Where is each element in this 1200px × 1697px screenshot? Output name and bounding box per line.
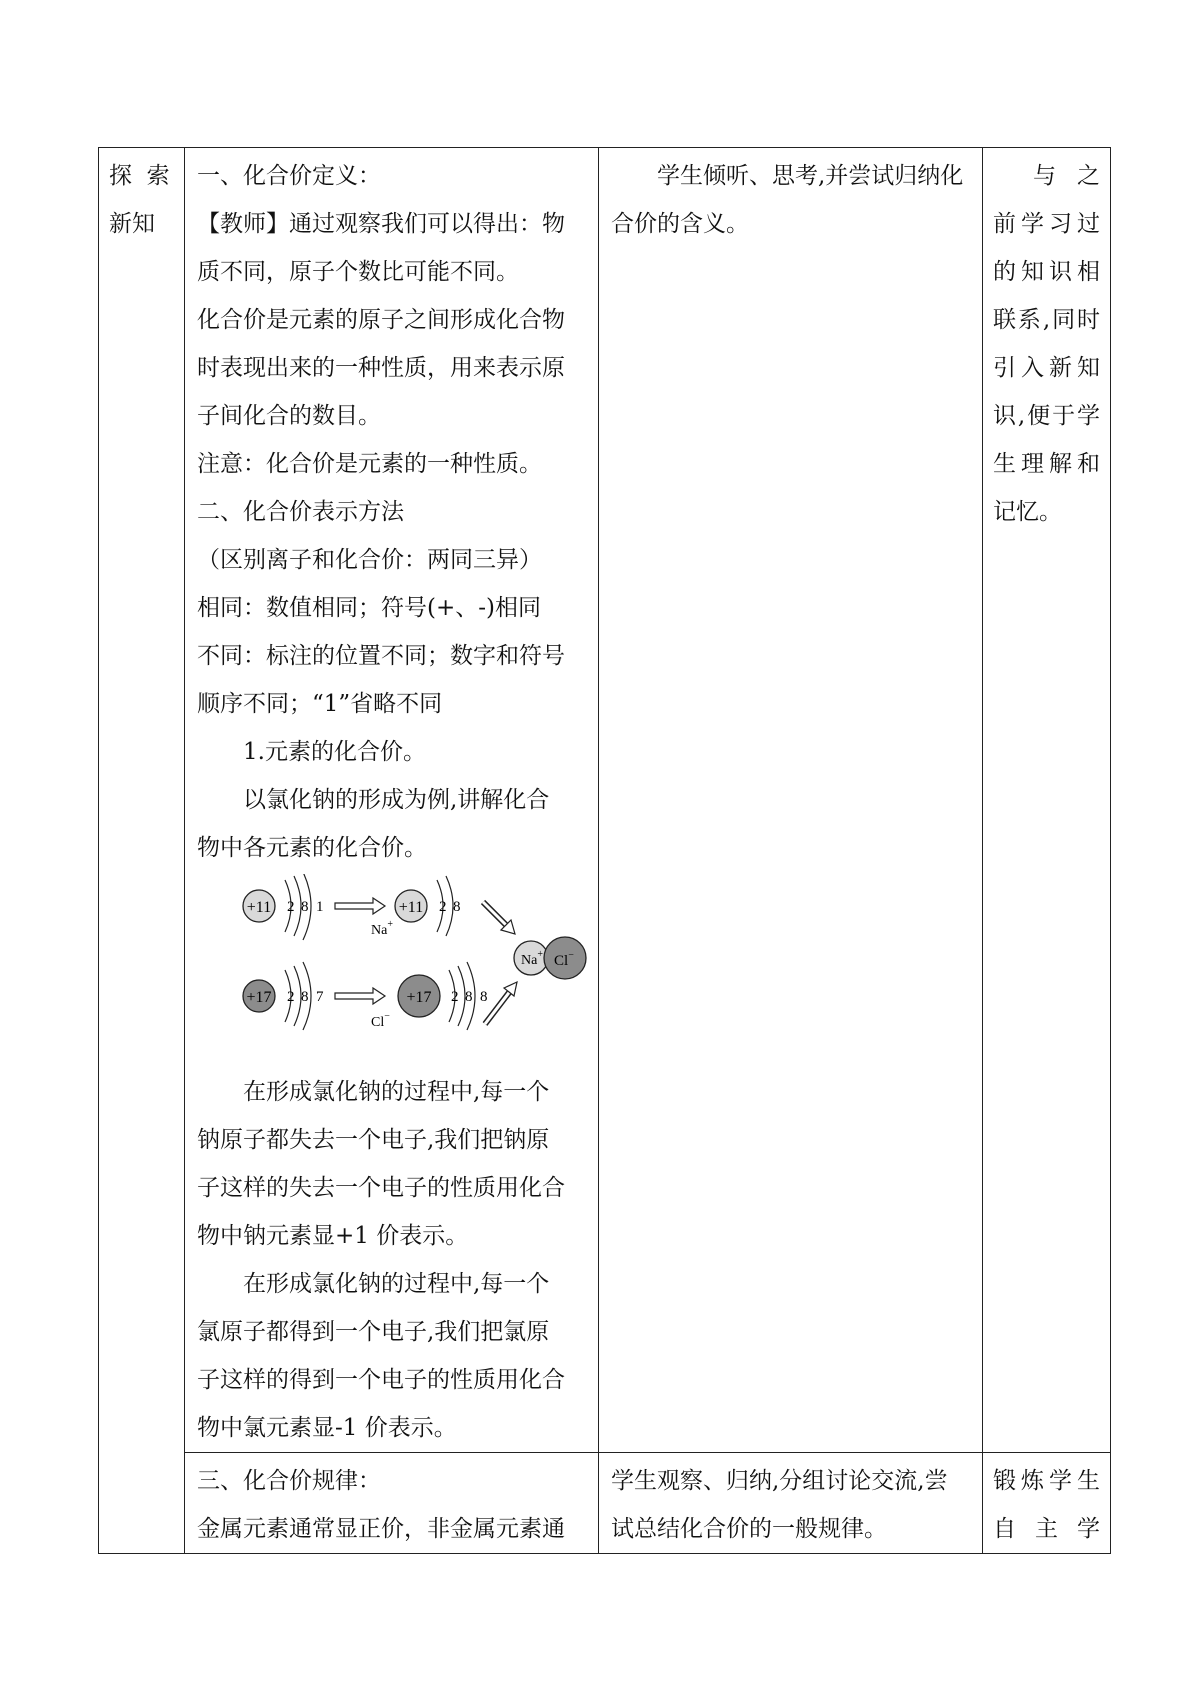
cl-atom-shell-3: 7 (316, 989, 324, 1005)
nacl-formation-diagram (197, 874, 588, 1060)
na-atom-shell-3: 1 (316, 899, 324, 915)
product-na-label: Na+ (521, 949, 543, 968)
na-ion-nucleus-label: +11 (398, 899, 424, 916)
teaching-content-cell (185, 148, 599, 1453)
content-line: 相同：数值相同；符号(+、-)相同 (197, 595, 541, 621)
content-line: 氯原子都得到一个电子,我们把氯原 (197, 1319, 550, 1345)
na-atom-shell-2: 8 (301, 899, 309, 915)
table-row (99, 1453, 1111, 1554)
student-line: 试总结化合价的一般规律。 (611, 1516, 887, 1542)
cl-ion-shell-2: 8 (465, 989, 473, 1005)
design-line: 记忆。 (993, 499, 1062, 525)
student-line: 学生倾听、思考,并尝试归纳化 (657, 163, 964, 189)
cl-atom-nucleus-label: +17 (246, 989, 272, 1006)
table-row (99, 148, 1111, 1453)
content-line: 【教师】通过观察我们可以得出：物 (197, 211, 565, 237)
content-line: 物中氯元素显-1 价表示。 (197, 1415, 457, 1441)
content-line: 顺序不同；“1”省略不同 (197, 691, 443, 717)
na-ion-shell-2: 8 (453, 899, 461, 915)
na-atom-shell-1: 2 (287, 899, 295, 915)
lesson-plan-table (98, 147, 1111, 1554)
student-activity-cell (599, 148, 983, 1453)
student-activity-cell (599, 1453, 983, 1554)
content-line: 子间化合的数目。 (197, 403, 381, 429)
design-line: 引入新知 (993, 355, 1100, 381)
content-line: 化合价是元素的原子之间形成化合物 (197, 307, 565, 333)
cl-transform-arrow (335, 988, 385, 1004)
content-line: 金属元素通常显正价，非金属元素通 (197, 1516, 565, 1542)
content-line: 在形成氯化钠的过程中,每一个 (243, 1079, 550, 1105)
design-line: 生理解和 (993, 451, 1100, 477)
nacl-diagram-svg (197, 874, 589, 1060)
na-atom-nucleus-label: +11 (246, 899, 272, 916)
design-line: 锻炼学生 (993, 1468, 1100, 1494)
na-ion-label: Na+ (371, 919, 393, 938)
design-line: 自主学 (993, 1516, 1100, 1542)
na-transform-arrow (335, 898, 385, 914)
content-line: 注意：化合价是元素的一种性质。 (197, 451, 542, 477)
design-line: 与之 (1033, 163, 1100, 189)
cl-ion-nucleus-label: +17 (406, 989, 432, 1006)
na-ion-shell-1: 2 (439, 899, 447, 915)
product-cl-label: Cl− (554, 950, 574, 969)
content-line: 钠原子都失去一个电子,我们把钠原 (197, 1127, 550, 1153)
content-line: 一、化合价定义： (197, 163, 381, 189)
content-line: 二、化合价表示方法 (197, 499, 404, 525)
cl-ion-shell-1: 2 (451, 989, 459, 1005)
content-line: 物中各元素的化合价。 (197, 835, 427, 861)
design-line: 识,便于学 (993, 403, 1100, 429)
design-intent-cell (983, 1453, 1111, 1554)
content-line: 子这样的失去一个电子的性质用化合 (197, 1175, 565, 1201)
content-line: 以氯化钠的形成为例,讲解化合 (243, 787, 550, 813)
section-label-line1: 探 索 (109, 163, 170, 189)
section-label-cell (99, 148, 185, 1554)
content-line: 质不同，原子个数比可能不同。 (197, 259, 519, 285)
section-label-line2: 新知 (109, 211, 155, 237)
teaching-content-cell (185, 1453, 599, 1554)
design-line: 联系,同时 (993, 307, 1100, 333)
content-line: （区别离子和化合价：两同三异） (197, 547, 542, 573)
content-line: 1.元素的化合价。 (243, 739, 426, 765)
content-line: 子这样的得到一个电子的性质用化合 (197, 1367, 565, 1393)
cl-ion-label: Cl− (371, 1011, 390, 1030)
content-line: 在形成氯化钠的过程中,每一个 (243, 1271, 550, 1297)
design-line: 的知识相 (993, 259, 1100, 285)
design-line: 前学习过 (993, 211, 1100, 237)
student-line: 学生观察、归纳,分组讨论交流,尝 (611, 1468, 948, 1494)
content-line: 不同：标注的位置不同；数字和符号 (197, 643, 565, 669)
cl-atom-shell-2: 8 (301, 989, 309, 1005)
cl-ion-shell-3: 8 (480, 989, 488, 1005)
content-line: 物中钠元素显+1 价表示。 (197, 1223, 469, 1249)
cl-atom-shell-1: 2 (287, 989, 295, 1005)
content-line: 三、化合价规律： (197, 1468, 381, 1494)
design-intent-cell (983, 148, 1111, 1453)
student-line: 合价的含义。 (611, 211, 749, 237)
content-line: 时表现出来的一种性质，用来表示原 (197, 355, 565, 381)
